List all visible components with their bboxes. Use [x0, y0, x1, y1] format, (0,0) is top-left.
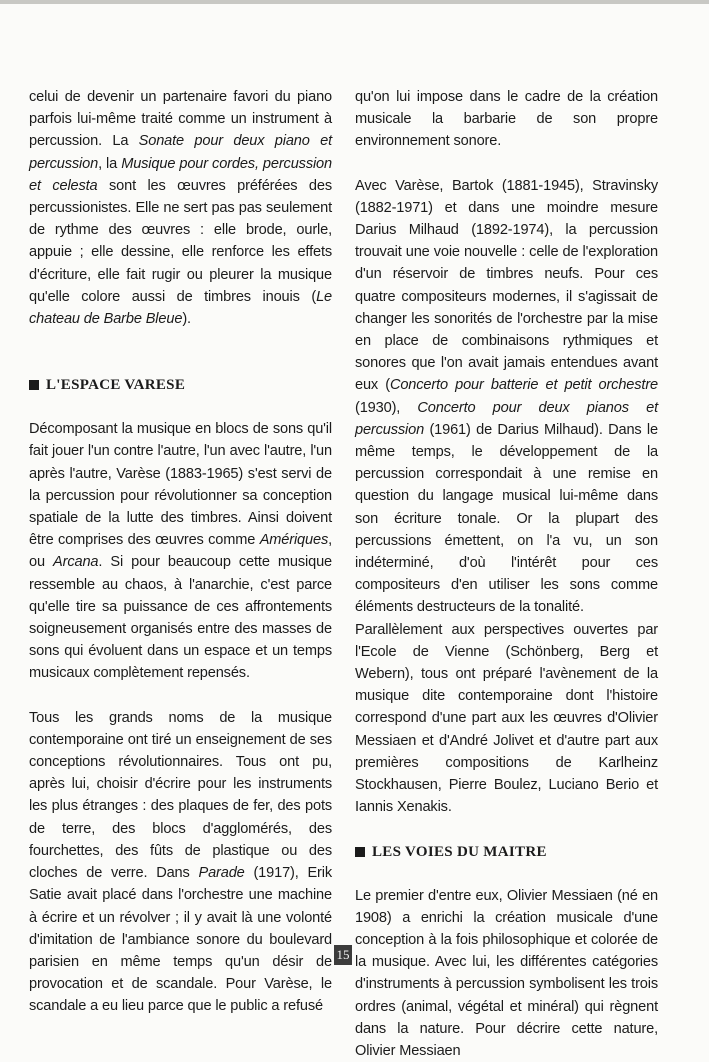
- square-bullet-icon: [29, 380, 39, 390]
- italic-title: Concerto pour deux pianos et percussion: [355, 400, 658, 438]
- text-run: Le premier d'entre eux, Olivier Messiaen (né en 1908) a enrichi la création musicale d'une conception à la fois philosophique et colorée de la musique. Avec lui, les différentes catégories d'instruments à percussion symbolisent les trois ordres (animal, végétal et minéral) qui règnent dans la nature. Pour décrire cette nature, Olivier Messiaen: [355, 888, 658, 1059]
- left-paragraph-3: [29, 707, 332, 1018]
- italic-title: Concerto pour batterie et petit orchestre: [390, 377, 658, 393]
- right-column: [355, 86, 658, 1062]
- square-bullet-icon: [355, 847, 365, 857]
- text-run: celui de devenir un partenaire favori du piano parfois lui-même traité comme un instrument à percussion. La: [29, 89, 332, 149]
- left-paragraph-1: [29, 86, 332, 330]
- scan-edge: [0, 0, 709, 4]
- text-run: ).: [182, 311, 191, 327]
- text-run: Décomposant la musique en blocs de sons qu'il fait jouer l'un contre l'autre, l'un avec l'autre, l'un après l'autre, Varèse (1883-1965) s'est servi de la percussion pour révolutionner sa conception spatiale de la lutte des timbres. Ainsi doivent être comprises des œuvres comme: [29, 421, 332, 548]
- text-run: , ou: [29, 532, 332, 570]
- left-column: [29, 86, 332, 1018]
- text-run: (1930),: [355, 400, 417, 416]
- section-heading-text: LES VOIES DU MAITRE: [372, 841, 547, 863]
- right-paragraph-3: [355, 619, 658, 819]
- text-run: . Si pour beaucoup cette musique ressemble au chaos, à l'anarchie, c'est parce qu'elle tire sa puissance de ces affrontements soigneusement organisés entre des masses de sons qui évoluent dans un espace et un temps musicaux complètement repensés.: [29, 554, 332, 681]
- text-run: (1917), Erik Satie avait placé dans l'orchestre une machine à écrire et un révolver ; il y avait là une volonté d'imitation de l'ambiance sonore du boulevard parisien en même temps qu'un désir de provocation et de scandale. Pour Varèse, le scandale a eu lieu parce que le public a refusé: [29, 865, 332, 1014]
- left-paragraph-2: [29, 418, 332, 684]
- text-run: (1961) de Darius Milhaud). Dans le même temps, le développement de la percussion correspondait à une remise en question du langage musical lui-même dans son écriture tonale. Or la plupart des percussions émettent, on l'a vu, un son indéterminé, d'où l'intérêt pour ces compositeurs d'en utiliser les sons comme éléments destructeurs de la tonalité.: [355, 422, 658, 616]
- right-paragraph-1: [355, 86, 658, 153]
- text-run: sont les œuvres préférées des percussionistes. Elle ne sert pas pas seulement de rythme des œuvres : elle brode, ourle, appuie ; elle dessine, elle renforce les effets d'écriture, elle fait rugir ou pleurer la musique qu'elle colore aussi de timbres inouis (: [29, 178, 332, 305]
- italic-title: Musique pour cordes, percussion et celesta: [29, 156, 332, 194]
- text-run: , la: [98, 156, 121, 172]
- right-paragraph-4: [355, 885, 658, 1062]
- italic-title: Amériques: [260, 532, 328, 548]
- right-paragraph-2: [355, 175, 658, 619]
- italic-title: Parade: [198, 865, 244, 881]
- italic-title: Le chateau de Barbe Bleue: [29, 289, 332, 327]
- italic-title: Arcana: [53, 554, 98, 570]
- italic-title: Sonate pour deux piano et percussion: [29, 133, 332, 171]
- text-run: Parallèlement aux perspectives ouvertes par l'Ecole de Vienne (Schönberg, Berg et Webern), tous ont préparé l'avènement de la musique dite contemporaine dont l'histoire correspond d'une part aux les œuvres d'Olivier Messiaen et d'André Jolivet et d'autre part aux premières compositions de Karlheinz Stockhausen, Pierre Boulez, Luciano Berio et Iannis Xenakis.: [355, 622, 658, 816]
- section-heading-espace-varese: [29, 374, 332, 396]
- page-number: 15: [334, 945, 352, 965]
- section-heading-text: L'ESPACE VARESE: [46, 374, 185, 396]
- text-run: Tous les grands noms de la musique contemporaine ont tiré un enseignement de ses conceptions révolutionnaires. Tous ont pu, après lui, choisir d'écrire pour les instruments les plus étranges : des plaques de fer, des pots de terre, des blocs d'agglomérés, des fourchettes, des fûts de plastique ou des cloches de verre. Dans: [29, 710, 332, 881]
- text-run: Avec Varèse, Bartok (1881-1945), Stravinsky (1882-1971) et dans une moindre mesure Darius Milhaud (1892-1974), la percussion trouvait une voie nouvelle : celle de l'exploration d'un réservoir de timbres neufs. Pour ces quatre compositeurs modernes, il s'agissait de changer les sonorités de l'orchestre par la mise en place de combinaisons rythmiques et sonores que l'on avait jamais entendues avant eux (: [355, 178, 658, 394]
- section-heading-voies-du-maitre: [355, 841, 658, 863]
- text-run: qu'on lui impose dans le cadre de la création musicale la barbarie de son propre environnement sonore.: [355, 89, 658, 149]
